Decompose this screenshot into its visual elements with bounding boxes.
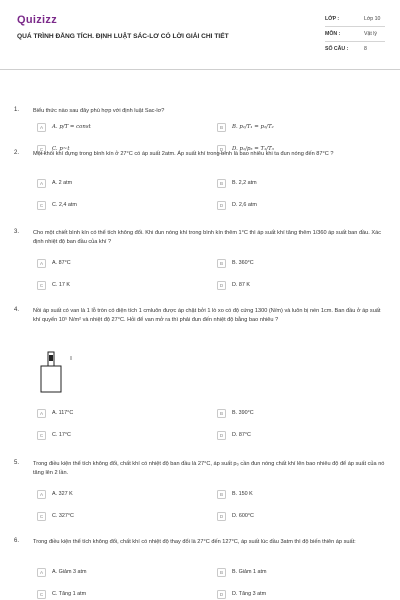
question-text: Biểu thức nào sau đây phù hợp với định luật Sac-lơ? [33,108,165,114]
option-c[interactable] [37,281,185,293]
quizizz-logo: Quizizz [17,14,57,26]
cooker-body [41,366,61,392]
question-number: 4. [14,307,20,313]
question-number: 3. [14,229,20,235]
option-letter: A [37,123,46,132]
question-number: 1. [14,107,20,113]
question-text: Nồi áp suất có van là 1 lỗ tròn có diện tích 1 cmluôn được áp chặt bởi 1 lò xo có độ cứng 1300 (N/m) và luôn bị nén 1cm. Ban đầu ở áp suất khí quyển 10⁵ N/m² và nhiệt độ 27°C. Hỏi để van mở ra thì phải đun đến nhiệt độ bằng bao nhiêu ? [33,308,381,323]
option-letter: B [217,409,226,418]
option-text: A. 87°C [52,260,71,266]
option-text: D. 87 K [232,282,250,288]
option-text: B. p₁/T₁ = p₂/T₂ [232,124,274,130]
option-text: A. 2 atm [52,180,73,186]
option-letter: C [37,145,46,154]
option-c[interactable] [37,590,185,600]
option-text: A. p/T = const [52,124,91,130]
option-letter: D [217,281,226,290]
option-text: D. 2,6 atm [232,202,257,208]
option-c[interactable] [37,512,185,524]
option-text: B. 150 K [232,491,253,497]
option-c[interactable] [37,201,185,213]
option-text: B. 390°C [232,410,254,416]
subject-value: Vật lý [364,31,377,37]
option-b[interactable] [217,490,365,502]
option-text: C. 327°C [52,513,74,519]
divider [325,26,385,27]
question-number: 5. [14,460,20,466]
option-d[interactable] [217,281,365,293]
option-b[interactable] [217,123,365,135]
option-letter: A [37,568,46,577]
option-d[interactable] [217,512,365,524]
option-letter: A [37,179,46,188]
subject-label: MÔN : [325,31,341,37]
option-text: A. Giảm 3 atm [52,569,87,575]
option-a[interactable] [37,568,185,580]
document-header [0,0,400,70]
option-letter: B [217,123,226,132]
option-b[interactable] [217,259,365,271]
option-d[interactable] [217,201,365,213]
option-letter: B [217,490,226,499]
option-text: C. p~t [52,146,70,152]
option-b[interactable] [217,179,365,191]
pressure-valve-figure [38,348,78,398]
question-count-value: 8 [364,46,367,52]
option-d[interactable] [217,590,365,600]
option-letter: C [37,281,46,290]
document-title: QUÁ TRÌNH ĐẲNG TÍCH. ĐỊNH LUẬT SÁC-LƠ CÓ LỜI GIẢI CHI TIẾT [17,33,229,40]
option-letter: C [37,590,46,599]
option-text: A. 117°C [52,410,74,416]
grade-label: LỚP : [325,16,340,22]
option-text: D. 600°C [232,513,254,519]
option-text: D. Tăng 3 atm [232,591,267,597]
option-letter: D [217,512,226,521]
option-a[interactable] [37,179,185,191]
option-a[interactable] [37,409,185,421]
option-letter: D [217,145,226,154]
option-text: C. 17 K [52,282,70,288]
option-letter: A [37,409,46,418]
option-letter: D [217,431,226,440]
option-text: B. 360°C [232,260,254,266]
option-letter: C [37,431,46,440]
option-letter: C [37,512,46,521]
option-a[interactable] [37,490,185,502]
option-text: C. Tăng 1 atm [52,591,87,597]
question-number: 2. [14,150,20,156]
option-letter: B [217,259,226,268]
option-letter: B [217,179,226,188]
option-letter: C [37,201,46,210]
option-text: A. 327 K [52,491,73,497]
option-letter: D [217,201,226,210]
option-text: C. 17°C [52,432,71,438]
grade-value: Lớp 10 [364,16,381,22]
option-text: B. 2,2 atm [232,180,257,186]
option-a[interactable] [37,123,185,135]
option-b[interactable] [217,409,365,421]
option-letter: D [217,590,226,599]
option-text: D. p₁/p₃ = T₁/T₃ [232,146,274,152]
option-text: D. 87°C [232,432,251,438]
question-number: 6. [14,538,20,544]
option-d[interactable] [217,431,365,443]
question-text: Cho một chiết bình kín có thể tích không đổi. Khi đun nóng khí trong bình kín thêm 1°C thì áp suất khí tăng thêm 1/360 áp suất ban đầu. Xác định nhiệt độ ban đầu của khí ? [33,230,382,245]
option-letter: A [37,259,46,268]
question-text: Trong điều kiện thể tích không đổi, chất khí có nhiệt độ thay đổi là 27°C đến 127°C, áp suất lúc đầu 3atm thì độ biến thiên áp suất: [33,539,356,545]
option-a[interactable] [37,259,185,271]
option-b[interactable] [217,568,365,580]
question-text: Một khối khí đựng trong bình kín ở 27°C có áp suất 2atm. Áp suất khí trong bình là bao nhiêu khi ta đun nóng đến 87°C ? [33,151,334,157]
option-text: B. Giảm 1 atm [232,569,267,575]
question-text: Trong điều kiện thể tích không đổi, chất khí có nhiệt độ ban đầu là 27°C, áp suất p₀ cần đun nóng chất khí lên bao nhiêu độ để áp suất của nó tăng lên 2 lần. [33,461,385,476]
option-letter: B [217,568,226,577]
divider [325,41,385,42]
valve-spring [49,355,53,361]
option-text: C. 2,4 atm [52,202,77,208]
option-c[interactable] [37,431,185,443]
option-letter: A [37,490,46,499]
question-count-label: SỐ CÂU : [325,46,349,52]
